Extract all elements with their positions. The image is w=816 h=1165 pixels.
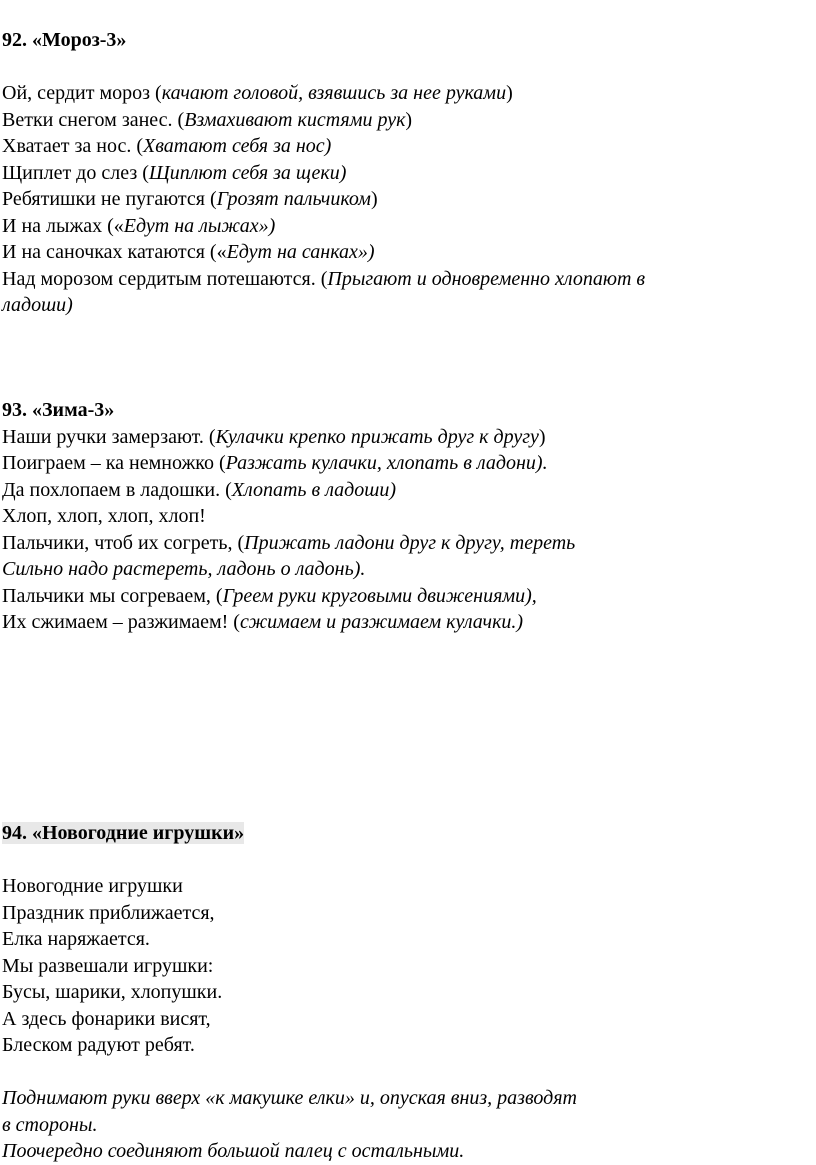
instruction-line: в стороны. — [2, 1113, 98, 1136]
poem-line: Мы развешали игрушки: — [2, 954, 214, 977]
verse-text: Да похлопаем в ладошки. ( — [2, 478, 232, 501]
stage-direction: Разжать кулачки, хлопать в ладони). — [225, 452, 548, 474]
poem-lines — [2, 873, 577, 1059]
stage-direction: Греем руки круговыми движениями), — [222, 584, 537, 607]
poem-line: Новогодние игрушки — [2, 875, 183, 897]
stage-direction: Прыгают и одновременно хлопают в — [327, 267, 646, 290]
verse-line — [2, 213, 645, 240]
section-92 — [2, 27, 645, 319]
verse-lines — [2, 80, 645, 319]
verse-text: Ребятишки не пугаются ( — [2, 188, 217, 210]
stage-direction: качают головой, взявшись за нее руками — [161, 82, 507, 104]
stage-direction: Сильно надо растереть, ладонь о ладонь). — [2, 558, 366, 580]
verse-line — [2, 160, 645, 187]
verse-text: Их сжимаем – разжимаем! ( — [2, 611, 240, 633]
verse-line — [2, 609, 575, 636]
verse-line — [2, 292, 645, 319]
stage-direction: Едут на лыжах») — [123, 214, 276, 237]
verse-line — [2, 133, 645, 160]
verse-text: Ой, сердит мороз ( — [2, 82, 162, 104]
verse-text: Пальчики, чтоб их согреть, ( — [2, 531, 245, 554]
verse-line — [2, 266, 645, 293]
section-94 — [2, 820, 577, 1165]
poem-line: Елка наряжается. — [2, 928, 150, 950]
verse-text: Наши ручки замерзают. ( — [2, 425, 216, 448]
stage-direction: Грозят пальчиком — [216, 188, 371, 210]
instruction-line: Поднимают руки вверх «к макушке елки» и, опуская вниз, разводят — [2, 1087, 577, 1109]
section-title: 93. «Зима-3» — [2, 399, 115, 421]
verse-text: Ветки снегом занес. ( — [2, 108, 185, 131]
verse-text: ) — [538, 425, 546, 448]
verse-text: И на саночках катаются (« — [2, 241, 227, 263]
poem-line: А здесь фонарики висят, — [2, 1007, 211, 1030]
instruction-line: Поочередно соединяют большой палец с остальными. — [2, 1140, 465, 1162]
section-title: 94. «Новогодние игрушки» — [2, 822, 245, 844]
instruction-notes — [2, 1085, 577, 1165]
verse-text: И на лыжах (« — [2, 214, 124, 237]
stage-direction: Хлопать в ладоши) — [231, 478, 397, 501]
verse-line — [2, 450, 575, 477]
verse-line — [2, 107, 645, 134]
stage-direction: Едут на санках») — [226, 241, 375, 263]
stage-direction: ладоши) — [2, 294, 73, 316]
verse-line — [2, 477, 575, 504]
verse-line — [2, 80, 645, 107]
verse-line — [2, 503, 575, 530]
verse-line — [2, 583, 575, 610]
section-title: 92. «Мороз-3» — [2, 29, 127, 51]
verse-text: ) — [506, 82, 513, 104]
poem-line: Бусы, шарики, хлопушки. — [2, 981, 223, 1003]
verse-line — [2, 186, 645, 213]
stage-direction: сжимаем и разжимаем кулачки.) — [239, 611, 524, 633]
verse-text: Щиплет до слез ( — [2, 161, 149, 184]
verse-text: Над морозом сердитым потешаются. ( — [2, 267, 328, 290]
verse-text: Хлоп, хлоп, хлоп, хлоп! — [2, 505, 206, 527]
stage-direction: Щиплют себя за щеки) — [148, 161, 347, 184]
verse-lines — [2, 424, 575, 636]
verse-text: ) — [370, 188, 378, 210]
stage-direction: Хватают себя за нос) — [142, 135, 332, 157]
verse-text: Хватает за нос. ( — [2, 135, 143, 157]
stage-direction: Прижать ладони друг к другу, тереть — [244, 531, 576, 554]
verse-text: Пальчики мы согреваем, ( — [2, 584, 223, 607]
stage-direction: Взмахивают кистями рук — [184, 108, 406, 131]
stage-direction: Кулачки крепко прижать друг к другу — [215, 425, 539, 448]
verse-line — [2, 239, 645, 266]
verse-text: ) — [405, 108, 413, 131]
poem-line: Блеском радуют ребят. — [2, 1034, 195, 1056]
verse-line — [2, 530, 575, 557]
verse-text: Поиграем – ка немножко ( — [2, 452, 226, 474]
section-93 — [2, 397, 575, 636]
poem-line: Праздник приближается, — [2, 901, 215, 924]
verse-line — [2, 556, 575, 583]
verse-line — [2, 424, 575, 451]
